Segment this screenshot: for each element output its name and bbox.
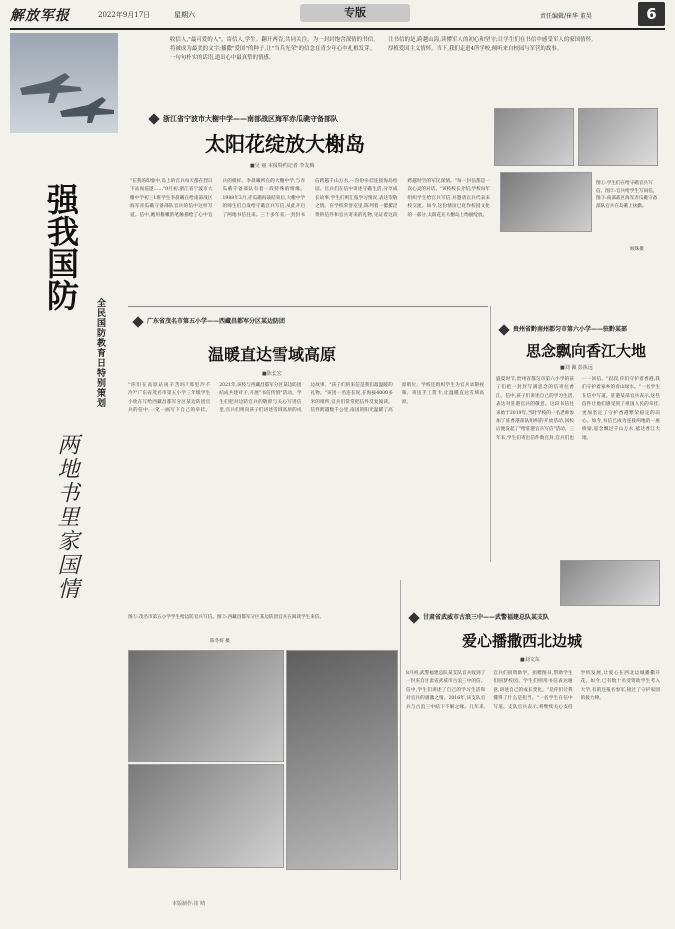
banner-main-title: 强我国防 (42, 183, 80, 311)
banner-series-title: 全民国防教育日特别策划 (95, 298, 105, 408)
story3-photo-2 (286, 650, 398, 870)
banner-calligraphy-title: 两地书里家国情 (54, 433, 79, 601)
edition-label: 专版 (300, 4, 410, 22)
story3-photo-3 (128, 764, 284, 868)
diamond-icon (408, 612, 419, 623)
intro-text-right: 让书信的是,跨越山海,读懂军人的初心和坚守;让学生们在书信中感受军人的家国情怀,厚植爱国主义情怀。当下,我们走进4所学校,倾听来自校园与军营的故事。 (388, 37, 593, 53)
story4-byline: ■刘文东 (520, 657, 540, 663)
story1-body: "在我的印象中,岛上的官兵每天都在烈日下站岗巡逻……"9月初,浙江省宁波市大榭中学初三1班学生李晨曦在给南部战区海军赤瓜礁守备部队官兵的信中这样写道。信中,她用稚嫩的笔触描绘了心中官兵的模样。李晨曦所在的大榭中学,与赤瓜礁守备部队有着一段特殊的情缘。1988年3月,赤瓜礁海战结束后,大榭中学的师生们自发给守礁官兵写信,从此开启了两地书信往来。三十多年来,一封封书信跨越千山万水,一份份牵挂连接海岛校园。官兵们在信中讲述守礁生活,分享成长故事,学生们则汇报学习情况,表达崇敬之情。在学校荣誉室里,陈列着一摞摞泛黄的信件和官兵寄来的礼物,见证着这段跨越时空的军民深情。"每一封信都是一次心灵的对话。"该校校长介绍,学校每年组织学生给官兵写信,并邀请官兵代表来校交流。如今,这份情谊已化作校园文化的一部分,太阳花在大榭岛上绚丽绽放。 (130, 179, 490, 218)
responsible-editor: 责任编辑/崔华 董昊 (540, 13, 592, 20)
header-rule (10, 28, 665, 30)
story1-photo-2 (578, 108, 658, 166)
story3-photo-1 (128, 650, 284, 762)
story1-photo-caption: 图①:学生们在给守礁官兵写信。图②:官兵给学生写回信。图③:南部战区海军赤瓜礁守备部队官兵在岛礁上执勤。 (596, 181, 658, 209)
story3-photo-caption: 图①:茂名市第五小学学生给边防官兵写信。图②:西藏昌都军分区某边防团官兵在阅读学生来信。 (128, 615, 325, 620)
intro-section (170, 36, 595, 100)
issue-weekday: 星期六 (174, 11, 195, 19)
diamond-icon (498, 324, 509, 335)
page-number: 6 (638, 2, 665, 26)
diamond-icon (148, 113, 159, 124)
story1-photo-credit: 顾珠摄 (630, 247, 644, 252)
column-divider (490, 306, 491, 562)
story1-photo-3 (500, 172, 592, 232)
jet-icon (10, 33, 118, 133)
newspaper-name: 解放军报 (10, 8, 70, 24)
story2-kicker: 贵州省黔南州都匀市第六小学——驻黔某部 (500, 324, 627, 334)
story2-headline: 思念飘向香江大地 (526, 342, 647, 360)
story1-kicker: 浙江省宁波市大榭中学——南部战区海军赤瓜礁守备部队 (150, 114, 338, 124)
story1-headline: 太阳花绽放大榭岛 (205, 132, 365, 156)
story3-byline: ■陈长宏 (262, 371, 282, 377)
story4-photo (560, 560, 660, 606)
story1-photo-1 (494, 108, 574, 166)
jets-photo (10, 33, 118, 133)
story4-headline: 爱心播撒西北边城 (462, 632, 583, 650)
story4-body: 8月初,武警福建总队某支队官兵收到了一封来自甘肃省武威市古浪三中的信。信中,学生们讲述了自己的学习生活和对官兵的感激之情。2016年,该支队官兵与古浪三中结下不解之缘。几年来,官兵们捐资助学、捐赠图书,帮助学生们圆梦校园。学生们则用书信表达谢意,讲述自己的成长变化。"是你们让我懂得了什么是担当。"一名学生在信中写道。支队官兵表示,将继续关心支持学校发展,让爱心在西北边城播撒开花。如今,已有数十名受资助学生考入大学,有的还报名参军,接过了守护家园的接力棒。 (406, 671, 660, 710)
issue-date: 2022年9月17日 (98, 11, 151, 19)
section-divider (128, 306, 488, 307)
story3-headline: 温暖直达雪域高原 (208, 345, 337, 364)
intro-text-left: 收信人,"最可爱的人"。寄信人,学生。翻开两沓,共同关注。为一封封饱含深情的书信,将被成为最美的文字;播撒"爱国"的种子,让"当兵光荣"的信念在青少年心中扎根发芽。一句句朴实的话语,道出心中最真挚的情感。 (170, 37, 375, 62)
page-header (10, 4, 665, 26)
story1-byline: ■吴 丽 本报特约记者 李友梅 (250, 163, 315, 169)
story2-byline: ■刘 佩 彭执远 (560, 365, 593, 371)
story3-photo-credit: 陈冬妍 摄 (210, 639, 230, 644)
page-designer-credit: 本版制作:崔 晴 (172, 901, 206, 907)
story4-kicker: 甘肃省武威市古浪三中——武警福建总队某支队 (410, 612, 549, 622)
story2-body: 盛夏时节,贵州省都匀市第六小学的孩子们把一封封写满思念的信寄往香江。信中,孩子们讲述自己的学习生活,表达对驻港官兵的敬意。这段书信往来始于2019年,当时学校的一名老师参加了驻香港部队组织的开放活动,回校后便发起了"给驻港官兵写信"活动。三年来,学生们寄出信件数百封,官兵们也一一回信。"叔叔,你们守护着香港,我们守护着家乡的青山绿水。"一名学生在信中写道。驻港某部官兵表示,这些信件让他们感受到了祖国人民的牵挂,更加坚定了守护香港繁荣稳定的决心。如今,书信已成为连接两地的一座桥梁,思念飘过千山万水,抵达香江大地。 (496, 377, 660, 441)
left-banner (10, 33, 118, 918)
story3-kicker: 广东省茂名市第五小学——西藏昌都军分区某边防团 (134, 316, 285, 326)
diamond-icon (132, 316, 143, 327)
column-divider (400, 580, 401, 880)
story3-body: "你们在高原站岗辛苦吗?那里冷不冷?"广东省茂名市第五小学三年级学生小欣在写给西藏昌都军分区某边防团官兵的信中,一笔一画写下自己的牵挂。2021年,该校与西藏昌都军分区某边防团结成共建对子,开展"书信传情"活动。学生们把对边防官兵的敬仰与关心写进信里,官兵们则向孩子们讲述雪域高原的戍边故事。"孩子们的来信是我们最温暖的礼物。"该团一名连长说,在海拔4000多米的哨所,官兵们常常把信件反复阅读。信件跨越数千公里,南国的阳光温暖了高原哨位。学校还组织学生为官兵录制视频、寄送手工贺卡,让温暖直达雪域高原。 (128, 383, 484, 414)
